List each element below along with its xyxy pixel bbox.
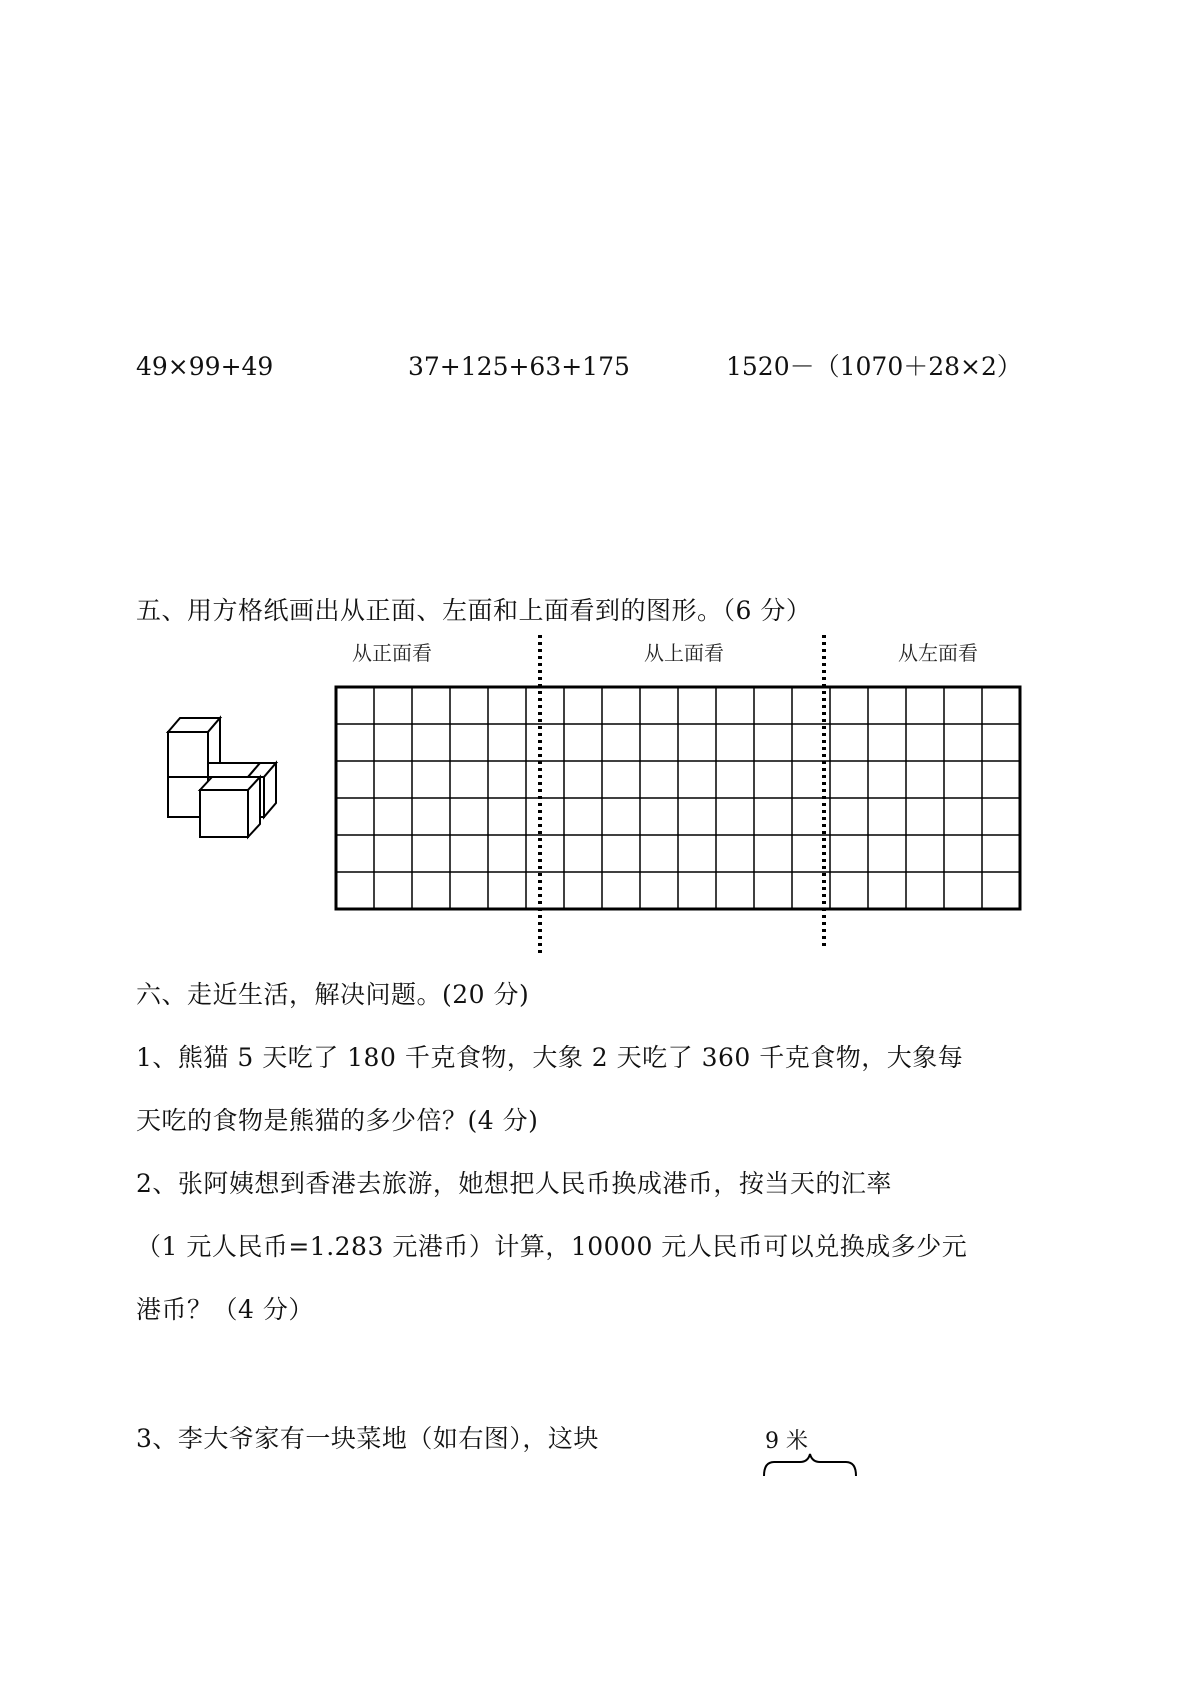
dimension-brace-icon xyxy=(760,1452,860,1478)
view-label-top: 从上面看 xyxy=(644,641,724,665)
view-label-front: 从正面看 xyxy=(352,641,432,665)
problem-3-line-1: 3、李大爷家有一块菜地（如右图），这块 xyxy=(136,1424,599,1453)
cube-and-grid-figure xyxy=(160,635,1030,957)
section-6-title: 六、走近生活，解决问题。(20 分) xyxy=(136,980,530,1009)
expression-1: 49×99+49 xyxy=(136,352,274,381)
problem-2-line-1: 2、张阿姨想到香港去旅游，她想把人民币换成港币，按当天的汇率 xyxy=(136,1169,892,1198)
section-5-title: 五、用方格纸画出从正面、左面和上面看到的图形。（6 分） xyxy=(136,596,812,625)
field-dimension-label: 9 米 xyxy=(765,1429,808,1454)
cube-stack-figure xyxy=(168,718,276,837)
problem-1-line-1: 1、熊猫 5 天吃了 180 千克食物，大象 2 天吃了 360 千克食物，大象每 xyxy=(136,1043,964,1072)
problem-1-line-2: 天吃的食物是熊猫的多少倍？(4 分) xyxy=(136,1106,539,1135)
grid-paper xyxy=(336,687,1020,909)
problem-2-line-3: 港币？（4 分） xyxy=(136,1295,314,1324)
view-label-left: 从左面看 xyxy=(898,641,978,665)
problem-2-line-2: （1 元人民币=1.283 元港币）计算，10000 元人民币可以兑换成多少元 xyxy=(136,1232,968,1261)
expression-3: 1520－（1070＋28×2） xyxy=(726,352,1022,381)
expression-2: 37+125+63+175 xyxy=(408,352,630,381)
